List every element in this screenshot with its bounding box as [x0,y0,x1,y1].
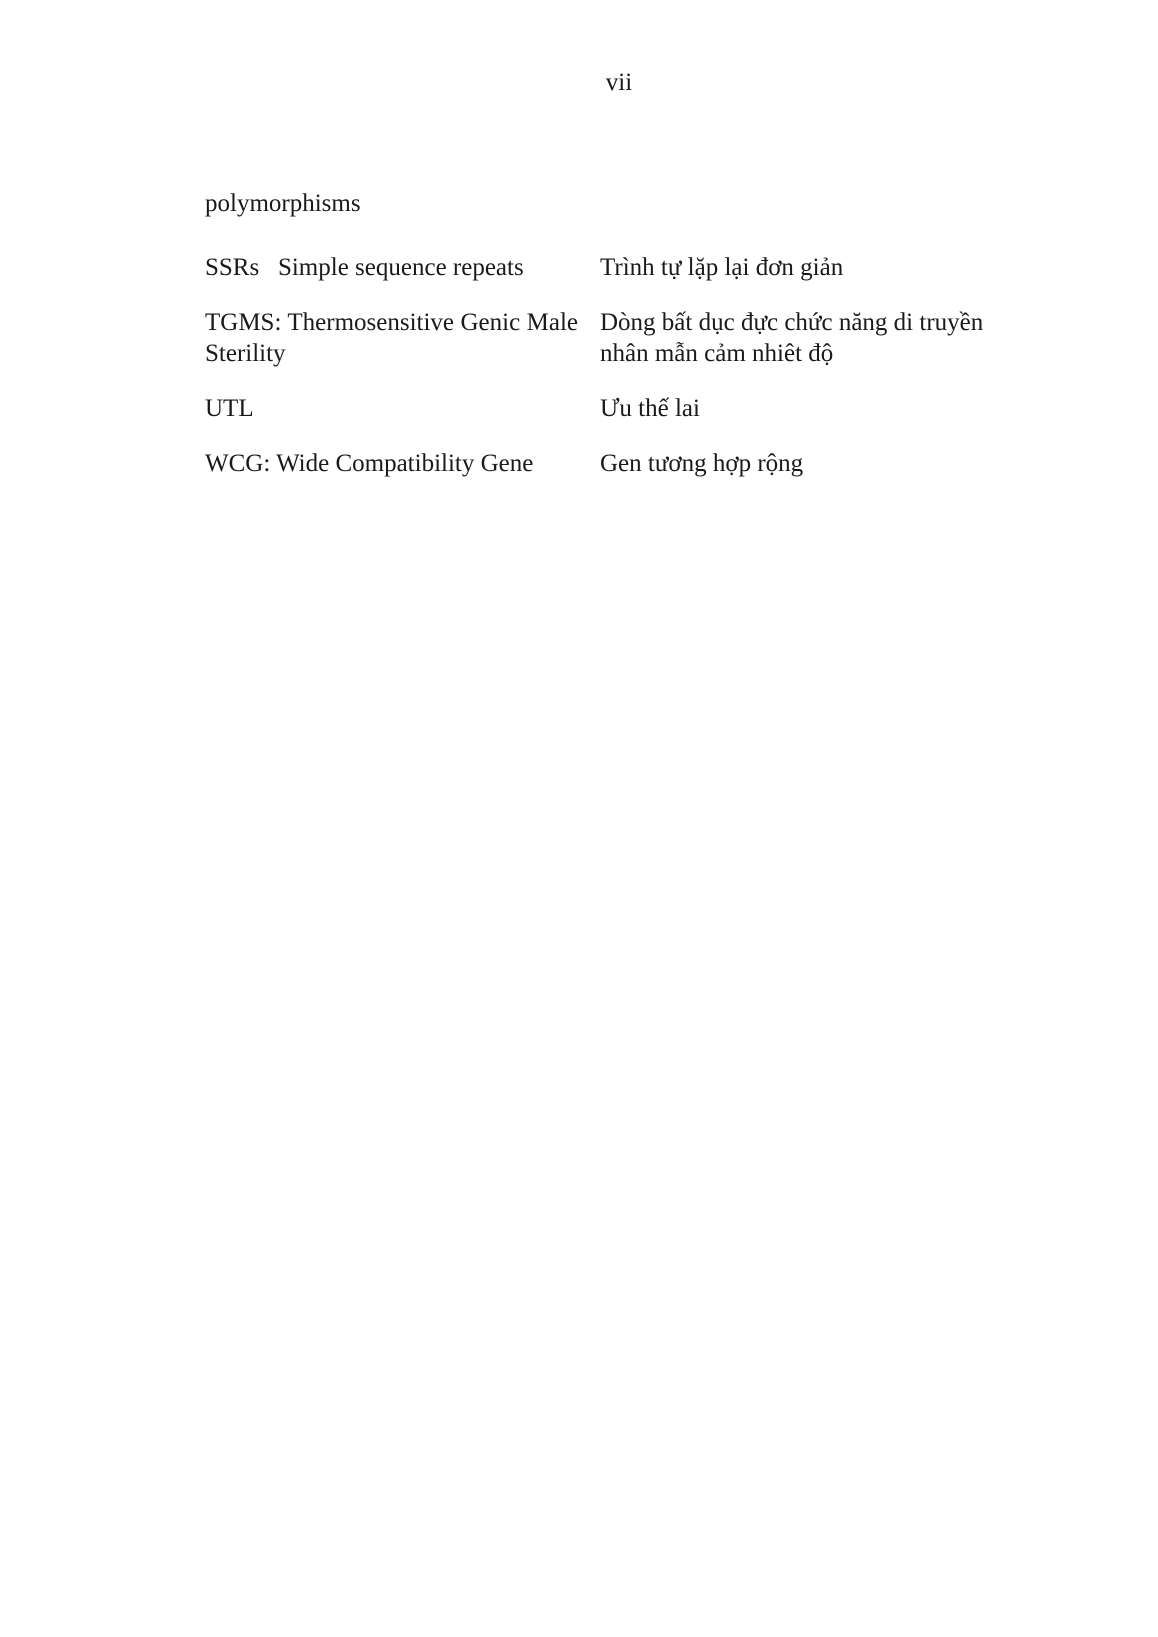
abbreviation-term: WCG: Wide Compatibility Gene [205,450,534,477]
page-number: vii [605,69,633,96]
abbreviation-term: SSRs Simple sequence repeats [205,254,524,281]
abbreviation-term: UTL [205,395,254,422]
abbreviation-row [205,307,1055,369]
abbreviation-row [205,448,1055,479]
abbreviation-term: TGMS: Thermosensitive Genic Male Sterility [205,309,578,367]
abbreviation-meaning: Dòng bất dục đực chức năng di truyền nhân mẫn cảm nhiêt độ [600,309,984,367]
continued-term-text: polymorphisms [205,190,361,217]
abbreviation-row [205,252,1055,283]
abbreviation-row [205,393,1055,424]
abbreviation-list [205,188,1055,503]
abbreviation-meaning: Ưu thế lai [600,395,700,422]
abbreviation-meaning: Gen tương hợp rộng [600,450,804,477]
abbreviation-meaning: Trình tự lặp lại đơn giản [600,254,844,281]
